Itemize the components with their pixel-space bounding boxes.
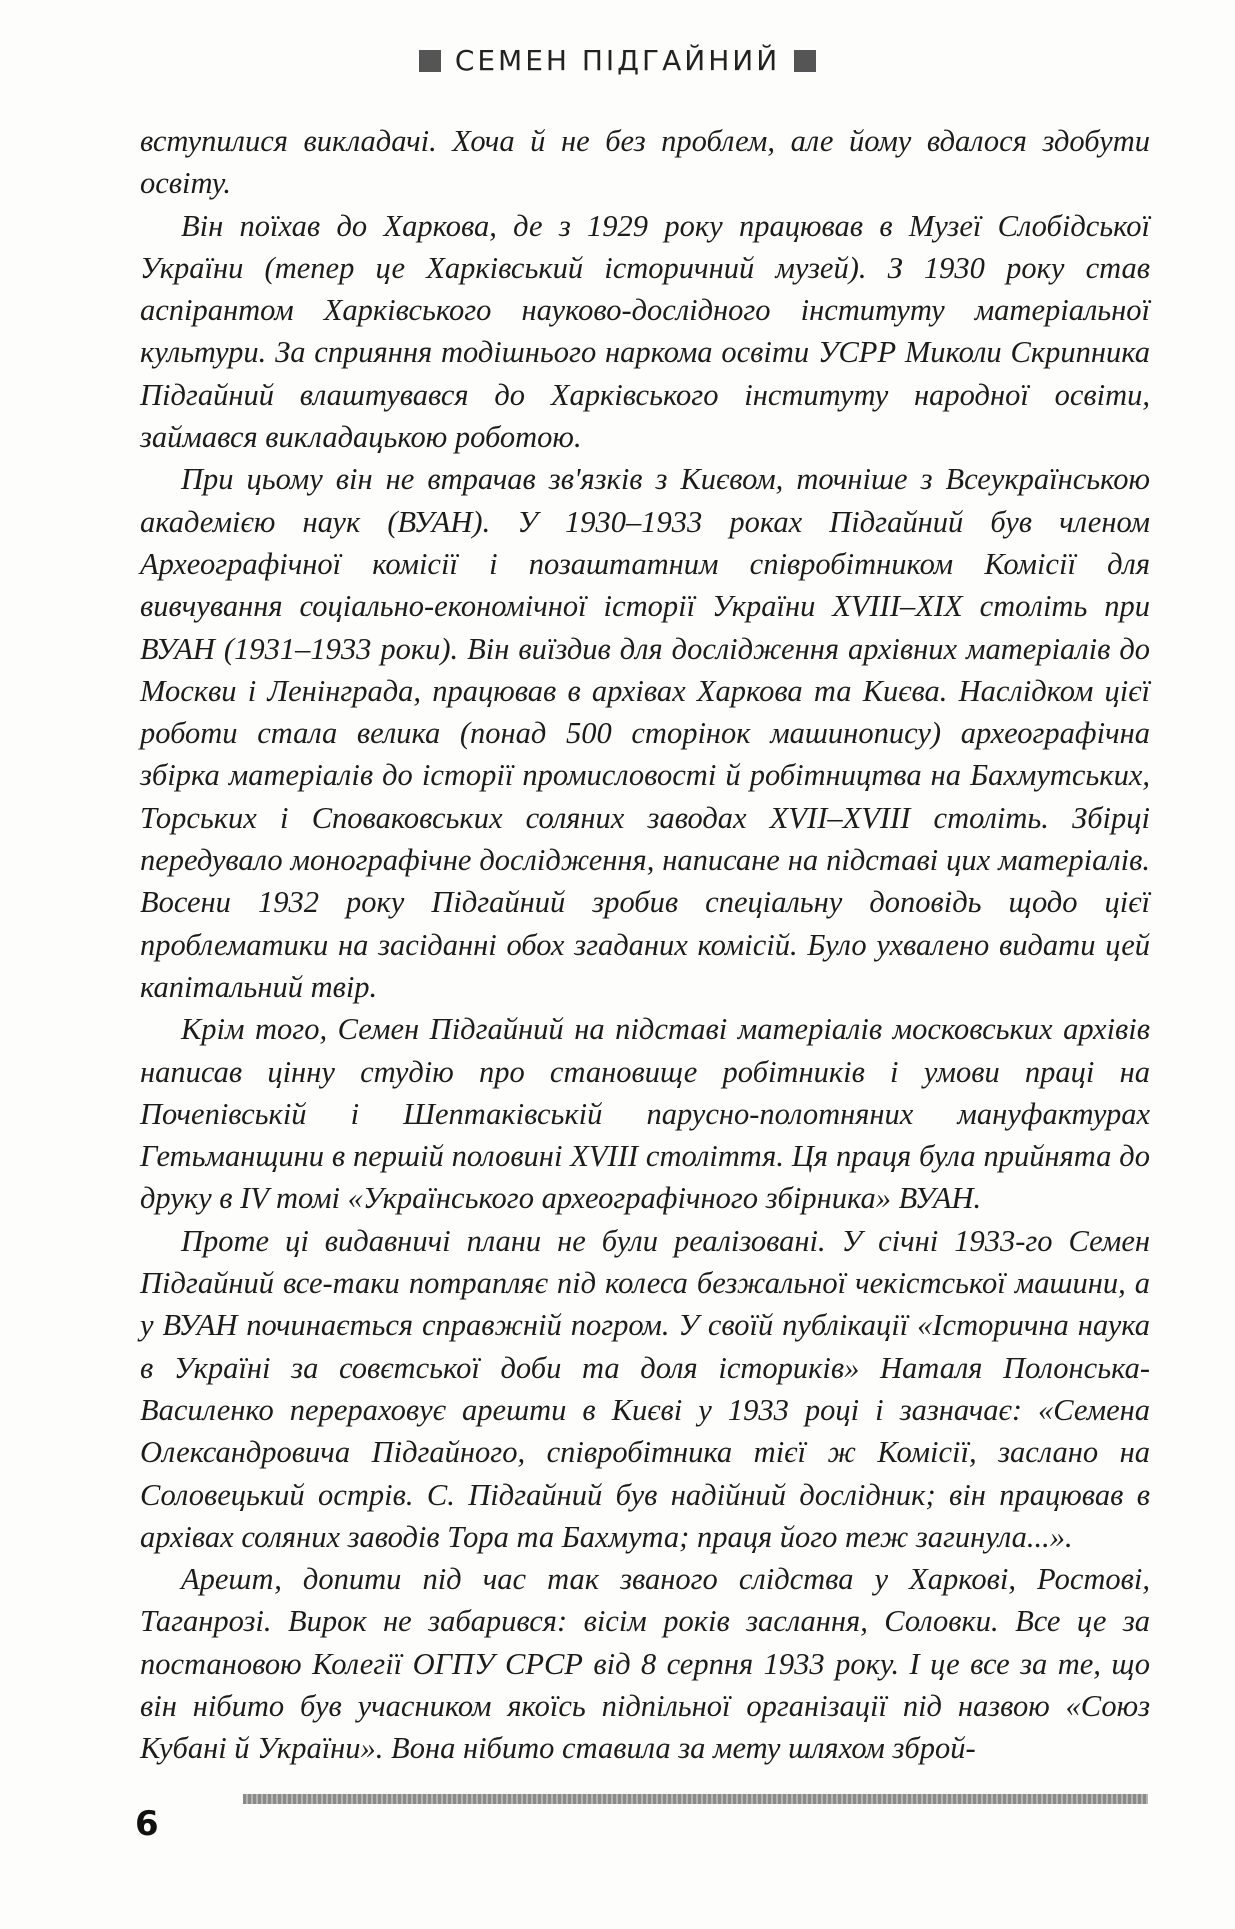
running-header — [0, 44, 1235, 77]
paragraph-4: Крім того, Семен Підгайний на підставі матеріалів московських архівів написав цінну студію про становище робітників і умови праці на Почепівській і Шептаківській парусно-полотняних мануфактурах Гетьманщини в першій половині XVIII століття. Ця праця була прийнята до друку в IV томі «Українського археографічного збірника» ВУАН. — [140, 1012, 1150, 1216]
body-text — [140, 120, 1150, 1770]
paragraph-5: Проте ці видавничі плани не були реалізовані. У січні 1933-го Семен Підгайний все-таки потрапляє під колеса безжальної чекістської машини, а у ВУАН починається справжній погром. У своїй публікації «Історична наука в Україні за совєтської доби та доля істориків» Наталя Полонська-Василенко перераховує арешти в Києві у 1933 році і зазначає: «Семена Олександровича Підгайного, співробітника тієї ж Комісії, заслано на Соловецький острів. С. Підгайний був надійний дослідник; він працював в архівах соляних заводів Тора та Бахмута; праця його теж загинула...». — [140, 1223, 1150, 1554]
paragraph-6: Арешт, допити під час так званого слідства у Харкові, Ростові, Таганрозі. Вирок не забарився: вісім років заслання, Соловки. Все це за постановою Колегії ОГПУ СРСР від 8 серпня 1933 року. І це все за те, що він нібито був учасником якоїсь підпільної організації під назвою «Союз Кубані й України». Вона нібито ставила за мету шляхом збрoй- — [140, 1562, 1150, 1766]
header-square-right — [794, 50, 816, 72]
footer-rule — [243, 1794, 1148, 1804]
paragraph-2: Він поїхав до Харкова, де з 1929 року працював в Музеї Слобідської України (тепер це Харківський історичний музей). З 1930 року став аспірантом Харківського науково-дослідного інституту матеріальної культури. За сприяння тодішнього наркома освіти УСРР Миколи Скрипника Підгайний влаштувався до Харківського інституту народної освіти, займався викладацькою роботою. — [140, 208, 1150, 455]
paragraph-1: вступилися викладачі. Хоча й не без проблем, але йому вдалося здобути освіту. — [140, 124, 1150, 201]
page-number: 6 — [135, 1804, 159, 1844]
header-square-left — [419, 50, 441, 72]
header-title: СЕМЕН ПІДГАЙНИЙ — [454, 44, 781, 77]
paragraph-3: При цьому він не втрачав зв'язків з Києвом, точніше з Всеукраїнською академією наук (ВУАН). У 1930–1933 роках Підгайний був членом Археографічної комісії і позаштатним співробітником Комісії для вивчування соціально-економічної історії України XVIII–XIX століть при ВУАН (1931–1933 роки). Він виїздив для дослідження архівних матеріалів до Москви і Ленінграда, працював в архівах Харкова та Києва. Наслідком цієї роботи стала велика (понад 500 сторінок машинопису) археографічна збірка матеріалів до історії промисловості й робітництва на Бахмутських, Торських і Споваковських соляних заводах XVII–XVIII століть. Збірці передувало монографічне дослідження, написане на підставі цих матеріалів. Восени 1932 року Підгайний зробив спеціальну доповідь щодо цієї проблематики на засіданні обох згаданих комісій. Було ухвалено видати цей капітальний твір. — [140, 462, 1150, 1004]
